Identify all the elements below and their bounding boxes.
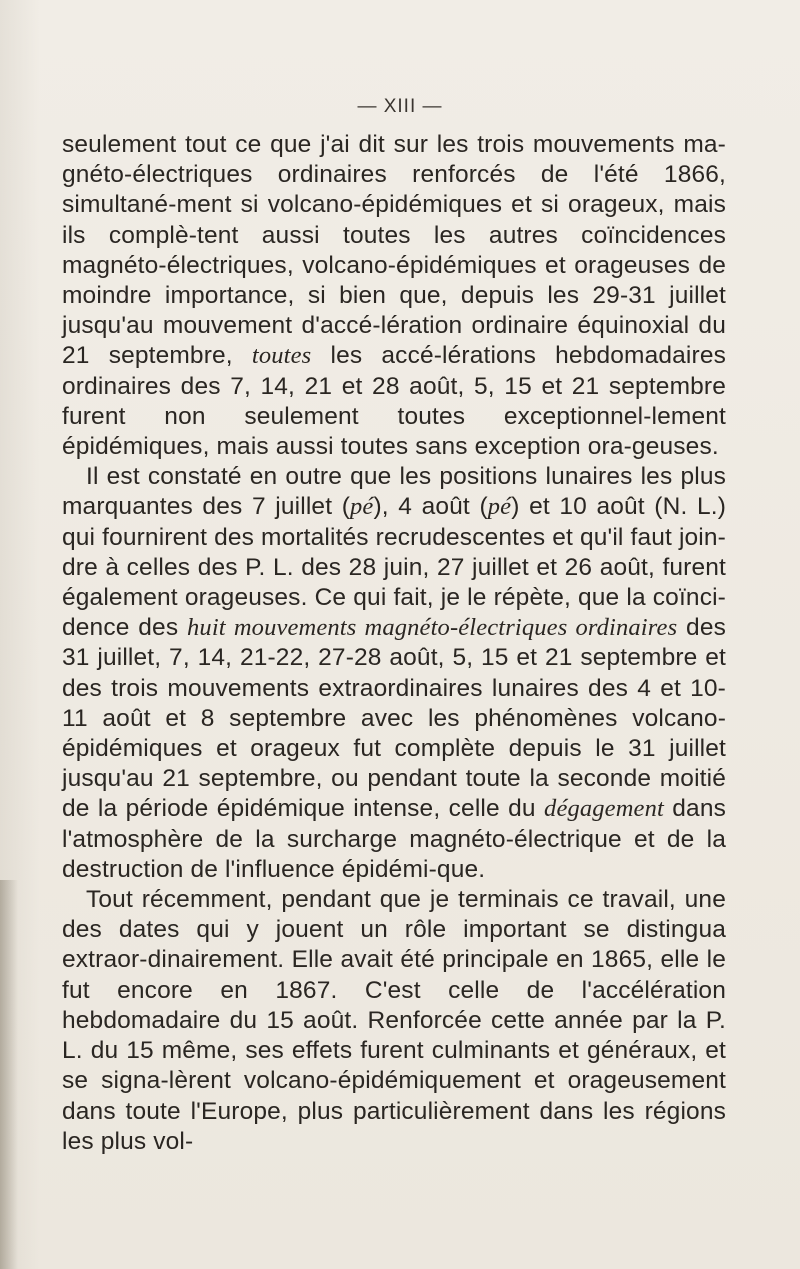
text-run: ) et 10 août (N. L.) qui fournirent des mortalités recrudescentes et qu'il faut join-dre à celles des P. L. des 28 juin, 27 juillet et 26 août, furent également orageuses. Ce qui fait, je le répète, que la coïnci-dence des xyxy=(62,493,727,642)
text-run: Il est constaté en outre que les positions lunaires les plus marquantes des 7 juillet ( xyxy=(62,463,726,521)
italic-run: huit mouvements magnéto-électriques ordinaires xyxy=(187,614,678,642)
text-run: Tout récemment, pendant que je terminais ce travail, une des dates qui y jouent un rôle important se distingua extraor-dinairement. Elle avait été principale en 1865, elle le fut encore en 1867. C'est celle de l'accélération hebdomadaire du 15 août. Renforcée cette année par la P. L. du 15 même, ses effets furent culminants et généraux, et se signa-lèrent volcano-épidémiquement et orageusement dans toute l'Europe, plus particulièrement dans les régions les plus vol- xyxy=(62,886,726,1155)
paragraph-2 xyxy=(62,462,726,885)
page-number-header: — XIII — xyxy=(357,96,443,117)
body-text xyxy=(62,130,726,1157)
text-run: des 31 juillet, 7, 14, 21-22, 27-28 août, 5, 15 et 21 septembre et des trois mouvements extraordinaires lunaires des 4 et 10-11 août et 8 septembre avec les phénomènes volcano-épidémiques et orageux fut complète depuis le 31 juillet jusqu'au 21 septembre, ou pendant toute la seconde moitié de la période épidémique intense, celle du xyxy=(62,614,726,823)
italic-run: toutes xyxy=(251,342,312,370)
text-run: seulement tout ce que j'ai dit sur les trois mouvements ma-gnéto-électriques ordinaires renforcés de l'été 1866, simultané-ment si volcano-épidémiques et si orageux, mais ils complè-tent aussi toutes les autres coïncidences magnéto-électriques, volcano-épidémiques et orageuses de moindre importance, si bien que, depuis les 29-31 juillet jusqu'au mouvement d'accé-lération ordinaire équinoxial du 21 septembre, xyxy=(62,131,726,370)
paragraph-3 xyxy=(62,885,726,1157)
italic-run: pé xyxy=(487,493,512,521)
italic-run: pé xyxy=(350,493,374,521)
paragraph-1 xyxy=(62,130,726,462)
text-run: les accé-lérations hebdomadaires ordinaires des 7, 14, 21 et 28 août, 5, 15 et 21 septembre furent non seulement toutes exceptionnel-lement épidémiques, mais aussi toutes sans exception ora-geuses. xyxy=(62,342,726,461)
page-edge-shadow xyxy=(0,880,18,1269)
text-run: ), 4 août ( xyxy=(373,493,488,521)
italic-run: dégagement xyxy=(544,795,664,823)
text-run: dans l'atmosphère de la surcharge magnéto-électrique et de la destruction de l'influence épidémi-que. xyxy=(62,795,727,883)
